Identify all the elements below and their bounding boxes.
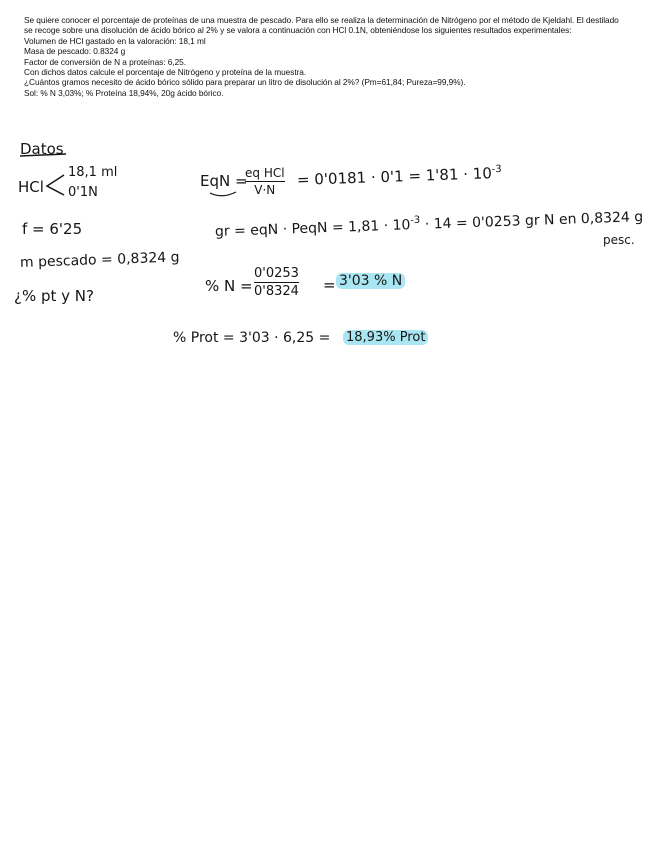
eqn-rhs-text: = 0'0181 · 0'1 = 1'81 · 10 xyxy=(296,164,493,189)
hcl-normality: 0'1N xyxy=(68,185,98,200)
percent-prot-lhs: % Prot = 3'03 · 6,25 = xyxy=(173,330,331,346)
eqn-numerator: eq HCl xyxy=(245,166,285,180)
eqn-bar xyxy=(245,181,285,182)
eqn-lhs: EqN = xyxy=(200,172,248,190)
hcl-label: HCl xyxy=(18,178,44,196)
hcl-bracket xyxy=(47,175,64,195)
problem-fish-mass: Masa de pescado: 0.8324 g xyxy=(24,46,126,57)
percent-n-equals: = xyxy=(323,276,336,294)
grams-text-a: gr = eqN · PeqN = 1,81 · 10 xyxy=(214,217,411,240)
percent-prot-result: 18,93% Prot xyxy=(343,330,428,345)
percent-n-fraction xyxy=(254,266,299,299)
eqn-denominator: V·N xyxy=(254,183,276,197)
fish-mass: m pescado = 0,8324 g xyxy=(19,249,180,271)
problem-solution: Sol: % N 3,03%; % Proteína 18,94%, 20g ácido bórico. xyxy=(24,87,224,98)
problem-question-2: ¿Cuántos gramos necesito de ácido bórico sólido para preparar un litro de disolución al 2%? (Pm=61,84; Pureza=99,9%). xyxy=(24,77,466,88)
percent-n-numerator: 0'0253 xyxy=(254,266,299,281)
datos-title: Datos xyxy=(20,140,64,158)
eqn-fraction xyxy=(245,166,285,197)
percent-n-denominator: 0'8324 xyxy=(254,284,299,299)
eqn-exponent: -3 xyxy=(491,163,502,176)
problem-intro: Se quiere conocer el porcentaje de proteínas de una muestra de pescado. Para ello se realiza la determinación de Nitrógeno por el método de Kjeldahl. El destilado se recoge sobre una disolución de ácido bórico al 2% y se valora a continuación con HCl 0.1N, obteniéndose los siguientes resultados experimentales: xyxy=(24,15,619,36)
problem-hcl-volume: Volumen de HCl gastado en la valoración: 18,1 ml xyxy=(24,35,206,46)
grams-text-b: · 14 = 0'0253 gr N en 0,8324 g xyxy=(420,209,644,233)
hcl-volume: 18,1 ml xyxy=(68,165,118,180)
percent-n-lhs: % N = xyxy=(205,277,253,295)
eq-brace xyxy=(210,192,236,196)
percent-n-bar xyxy=(254,282,299,283)
factor: f = 6'25 xyxy=(22,220,83,238)
problem-question-1: Con dichos datos calcule el porcentaje de Nitrógeno y proteína de la muestra. xyxy=(24,67,307,78)
percent-n-result: 3'03 % N xyxy=(336,273,405,289)
grams-exponent: -3 xyxy=(410,214,421,227)
question: ¿% pt y N? xyxy=(14,287,94,305)
grams-pesc: pesc. xyxy=(603,233,635,247)
problem-conversion-factor: Factor de conversión de N a proteínas: 6,25. xyxy=(24,56,186,67)
